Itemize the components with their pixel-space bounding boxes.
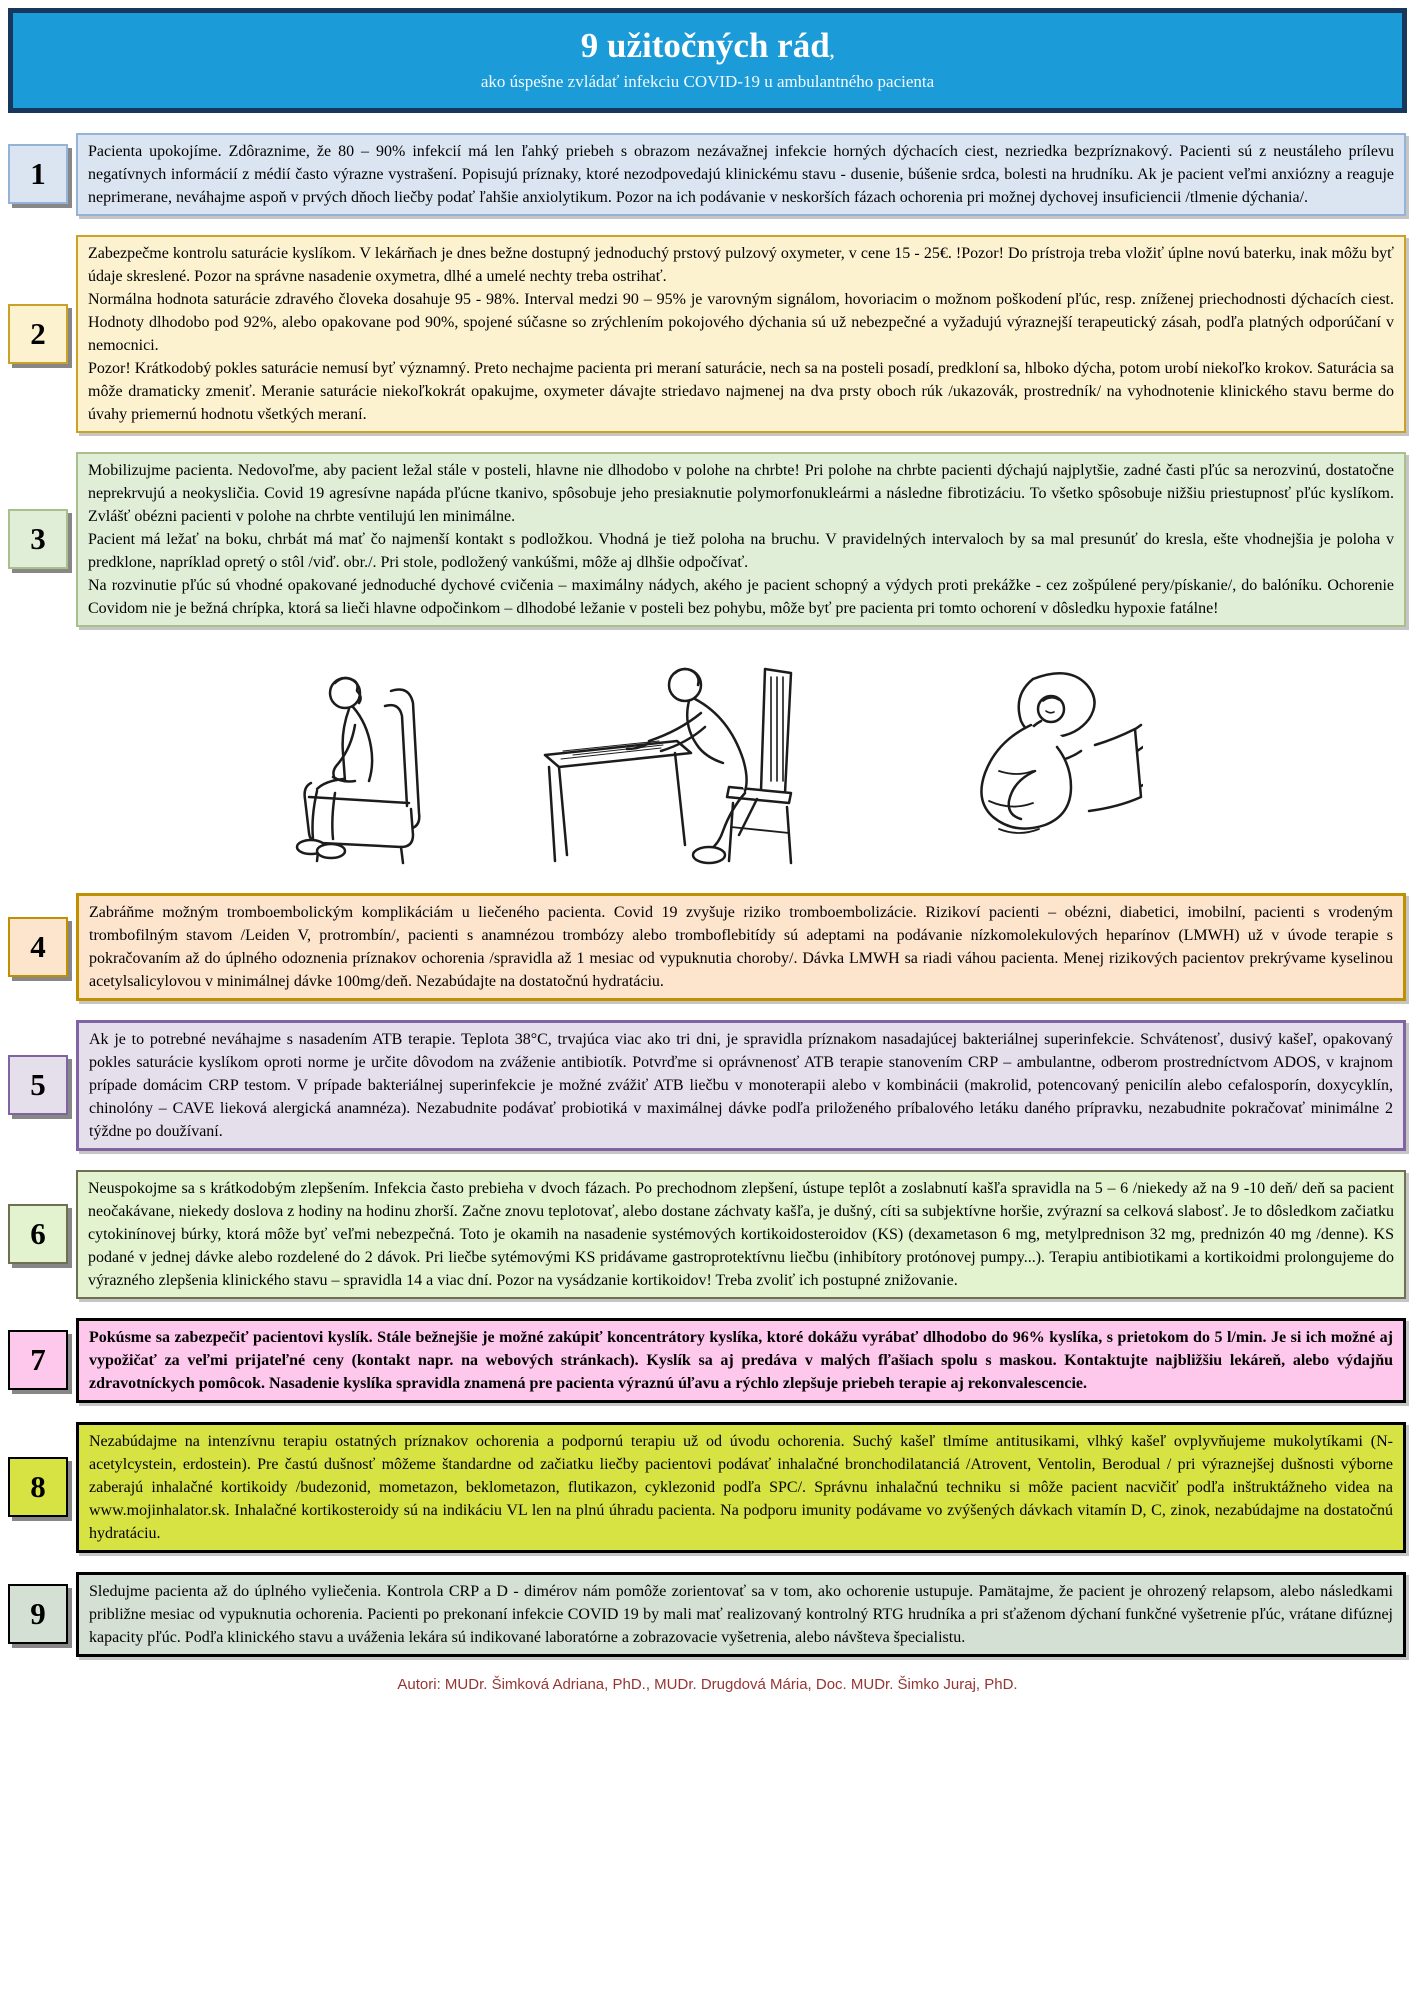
section-row xyxy=(8,893,1406,1001)
section-paragraph: Neuspokojme sa s krátkodobým zlepšením. Infekcia často prebieha v dvoch fázach. Po prechodnom zlepšení, ústupe teplôt a zoslabnutí kašľa spravidla na 5 – 6 /niekedy až na 9 -10 deň/ deň sa pacient neočakávane, niekedy doslova z hodiny na hodinu zhorší. Začne znovu teplotovať, alebo dostane záchvaty kašľa, je dušný, cíti sa subjektívne horšie, zvýrazní sa celková slabosť. Je to dôsledkom začiatku cytokinínovej búrky, ktorá môže byť veľmi nebezpečná. Toto je okamih na nasadenie systémových kortikoidosteroidov (KS) (dexametason 6 mg, metylprednison 32 mg, prednizón 40 mg /denne). KS podané v jednej dávke alebo rozdelené do 2 dávok. Pri liečbe sytémovými KS pridávame gastroprotektívnu liečbu (inhibítory protónovej pumpy...). Terapiu antibiotikami a kortikoidmi prolongujeme do výrazného zlepšenia klinického stavu – spravidla 14 a viac dní. Pozor na vysádzanie kortikoidov! Treba zvoliť ich postupné znižovanie. xyxy=(88,1179,1394,1289)
section-number: 2 xyxy=(8,304,68,364)
section-content xyxy=(76,1020,1406,1151)
section-paragraph: Zabezpečme kontrolu saturácie kyslíkom. V lekárňach je dnes bežne dostupný jednoduchý prstový pulzový oxymeter, v cene 15 - 25€. !Pozor! Do prístroja treba vložiť úplne novú baterku, inak môžu byť údaje skreslené. Pozor na správne nasadenie oxymetra, dlhé a umelé nechty treba ostrihať. xyxy=(88,244,1394,285)
illustrations xyxy=(40,646,1375,871)
page-title-comma: , xyxy=(829,41,835,61)
section-number: 6 xyxy=(8,1204,68,1264)
section-content xyxy=(76,893,1406,1001)
sections-bottom xyxy=(0,893,1415,1657)
section-paragraph: Pokúsme sa zabezpečiť pacientovi kyslík. Stále bežnejšie je možné zakúpiť koncentrátory kyslíka, ktoré dokážu vyrábať dlhodobo do 96% kyslíka, s prietokom do 5 l/min. Je si ich možné aj vypožičať za veľmi prijateľné ceny (kontakt napr. na webových stránkach). Kyslík sa aj predáva v malých fľašiach spolu s maskou. Kontaktujte najbližšiu lekáreň, alebo výdajňu zdravotníckych pomôcok. Nasadenie kyslíka spravidla znamená pre pacienta výraznú úľavu a rýchlo zlepšuje priebeh terapie aj rekonvalescencie. xyxy=(89,1328,1393,1392)
section-paragraph: Sledujme pacienta až do úplného vyliečenia. Kontrola CRP a D - dimérov nám pomôže zorientovať sa v tom, ako ochorenie ustupuje. Pamätajme, že pacient je ohrozený relapsom, alebo následkami približne mesiac od vypuknutia ochorenia. Pacienti po prekonaní infekcie COVID 19 by mali mať realizovaný kontrolný RTG hrudníka a pri sťaženom dýchaní funkčné vyšetrenie pľúc, vrátane difúznej kapacity pľúc. Podľa klinického stavu a uváženia lekára sú indikované laboratórne a zobrazovacie vyšetrenia, alebo návšteva špecialistu. xyxy=(89,1582,1393,1646)
section-number: 9 xyxy=(8,1584,68,1644)
section-content xyxy=(76,1318,1406,1403)
page-title-text: 9 užitočných rád xyxy=(580,26,830,65)
section-paragraph: Nezabúdajme na intenzívnu terapiu ostatných príznakov ochorenia a podpornú terapiu už od úvodu ochorenia. Suchý kašeľ tlmíme antitusikami, vlhký kašeľ ovplyvňujeme mukolytíkami (N- acetylcystein, erdostein). Pre častú dušnosť môžeme štandardne od začiatku liečby pacientovi podávať inhalačné bronchodilatanciá /Atrovent, Ventolin, Berodual / pri výraznejšej dušnosti výborne zaberajú inhalačné kortikoidy /budezonid, mometazon, beklometazon, flutikazon, cyklezonid podľa SPC/. Správnu inhalačnú techniku si môže pacient nacvičiť podľa inštruktážneho videa na www.mojinhalator.sk. Inhalačné kortikosteroidy sú na indikáciu VL len na plnú úhradu pacienta. Na podporu imunity podávame vo zvýšených dávkach vitamín D, C, zinok, nezabúdajme na dostatočnú hydratáciu. xyxy=(89,1432,1393,1542)
section-row xyxy=(8,133,1406,216)
section-row xyxy=(8,1572,1406,1657)
section-number: 3 xyxy=(8,509,68,569)
section-number: 7 xyxy=(8,1330,68,1390)
section-paragraph: Mobilizujme pacienta. Nedovoľme, aby pacient ležal stále v posteli, hlavne nie dlhodobo v polohe na chrbte! Pri polohe na chrbte pacienti dýchajú najplytšie, zadné časti pľúc sa nerozvinú, dostatočne neprekrvujú a neokysličia. Covid 19 agresívne napáda pľúcne tkanivo, spôsobuje jeho presiaknutie polymorfonukleármi a následne fibrotizáciu. To všetko spôsobuje nižšiu priestupnosť pľúc kyslíkom. Zvlášť obézni pacienti v polohe na chrbte ventilujú len minimálne. xyxy=(88,461,1394,525)
sections-top xyxy=(0,133,1415,627)
illustration-patient-leaning-forward-on-table xyxy=(533,651,833,871)
section-row xyxy=(8,452,1406,627)
section-content xyxy=(76,1170,1406,1299)
section-row xyxy=(8,1318,1406,1403)
header xyxy=(8,8,1407,113)
section-content xyxy=(76,133,1406,216)
section-paragraph: Pacienta upokojíme. Zdôraznime, že 80 – 90% infekcií má len ľahký priebeh s obrazom nezávažnej infekcie horných dýchacích ciest, nezriedka bezpríznakový. Pacienti sú z neustáleho prílevu negatívnych informácií z médií často výrazne vystrašení. Popisujú príznaky, ktoré nezodpovedajú klinickému stavu - dusenie, búšenie srdca, bolesti na hrudníku. Ak je pacient veľmi anxiózny a reaguje neprimerane, neváhajme aspoň v prvých dňoch liečby podať ľahšie anxiolytikum. Pozor na ich podávanie v neskorších fázach ochorenia pri možnej dychovej insuficiencii /tlmenie dýchania/. xyxy=(88,142,1394,206)
section-content xyxy=(76,452,1406,627)
section-paragraph: Pacient má ležať na boku, chrbát má mať čo najmenší kontakt s podložkou. Vhodná je tiež poloha na bruchu. V pravidelných intervaloch by sa mal presunúť do kresla, ešte vhodnejšia je poloha v predklone, napríklad opretý o stôl /viď. obr./. Pri stole, podložený vankúšmi, môže aj dlhšie odpočívať. xyxy=(88,530,1394,571)
section-number: 1 xyxy=(8,144,68,204)
page-subtitle: ako úspešne zvládať infekciu COVID-19 u ambulantného pacienta xyxy=(480,71,935,91)
illustration-patient-sitting-in-armchair xyxy=(273,651,463,871)
page-title xyxy=(23,27,1392,66)
section-paragraph: Normálna hodnota saturácie zdravého človeka dosahuje 95 - 98%. Interval medzi 90 – 95% je varovným signálom, hovoriacim o možnom poškodení pľúc, resp. zníženej priechodnosti dýchacích ciest. Hodnoty dlhodobo pod 92%, alebo opakovane pod 90%, spojené súčasne so zrýchlením pokojového dýchania sú už nebezpečné a vyžadujú výraznejší terapeutický zásah, podľa platných odporúčaní v nemocnici. xyxy=(88,290,1394,354)
section-content xyxy=(76,1572,1406,1657)
illustration-patient-lying-on-side-with-pillows xyxy=(903,651,1143,871)
section-number: 5 xyxy=(8,1055,68,1115)
section-number: 4 xyxy=(8,917,68,977)
section-paragraph: Zabráňme možným tromboembolickým komplikáciám u liečeného pacienta. Covid 19 zvyšuje riziko tromboembolizácie. Rizikoví pacienti – obézni, diabetici, imobilní, pacienti s vrodeným trombofilným stavom /Leiden V, protrombín/, pacienti s anamnézou trombózy alebo tromboflebitídy sú adeptami na podávanie nízkomolekulových heparínov (LMWH) už v úvode terapie s pokračovaním až do úplného odoznenia príznakov ochorenia /spravidla až 1 mesiac od vypuknutia choroby/. Dávka LMWH sa riadi váhou pacienta. Menej rizikových pacientov prekrývame kyselinou acetylsalicylovou v minimálnej dávke 100mg/deň. Nezabúdajte na dostatočnú hydratáciu. xyxy=(89,903,1393,990)
section-number: 8 xyxy=(8,1457,68,1517)
section-paragraph: Na rozvinutie pľúc sú vhodné opakované jednoduché dychové cvičenia – maximálny nádych, akého je pacient schopný a výdych proti prekážke - cez zošpúlené pery/pískanie/, do balóníku. Ochorenie Covidom nie je bežná chrípka, ktorá sa lieči hlavne odpočinkom – dlhodobé ležanie v posteli bez pohybu, môže byť pre pacienta pri tomto ochorení v dôsledku hypoxie fatálne! xyxy=(88,576,1394,617)
section-row xyxy=(8,1422,1406,1553)
section-content xyxy=(76,1422,1406,1553)
section-content xyxy=(76,235,1406,433)
footer-authors: Autori: MUDr. Šimková Adriana, PhD., MUDr. Drugdová Mária, Doc. MUDr. Šimko Juraj, PhD. xyxy=(397,1675,1018,1693)
section-row xyxy=(8,1170,1406,1299)
section-row xyxy=(8,1020,1406,1151)
section-paragraph: Ak je to potrebné neváhajme s nasadením ATB terapie. Teplota 38°C, trvajúca viac ako tri dni, je spravidla príznakom nasadajúcej bakteriálnej superinfekcie. Schvátenosť, dusivý kašeľ, opakovaný pokles saturácie kyslíkom oproti norme je určite dôvodom na zváženie antibiotík. Potvrďme si oprávnenosť ATB terapie stanovením CRP – ambulantne, odberom prostredníctvom ADOS, v krajnom prípade domácim CRP testom. V prípade bakteriálnej superinfekcie je možné zvážiť ATB liečbu v monoterapii alebo v kombinácii (makrolid, potencovaný penicilín alebo cefalosporín, doxycyklín, chinolóny – CAVE lieková alergická anamnéza). Nezabudnite podávať probiotiká v maximálnej dávke podľa priloženého príbalového letáku daného prípravku, nezabudnite pokračovať minimálne 2 týždne po doužívaní. xyxy=(89,1030,1393,1140)
section-paragraph: Pozor! Krátkodobý pokles saturácie nemusí byť významný. Preto nechajme pacienta pri meraní saturácie, nech sa na posteli posadí, predkloní sa, hlboko dýcha, potom urobí niekoľko krokov. Saturácia sa môže dramaticky zmeniť. Meranie saturácie niekoľkokrát opakujme, oxymeter dávajte striedavo najmenej na dva prsty oboch rúk /ukazovák, prostredník/ na vyhodnotenie klinického stavu berme do úvahy priemernú hodnotu všetkých meraní. xyxy=(88,359,1394,423)
section-row xyxy=(8,235,1406,433)
